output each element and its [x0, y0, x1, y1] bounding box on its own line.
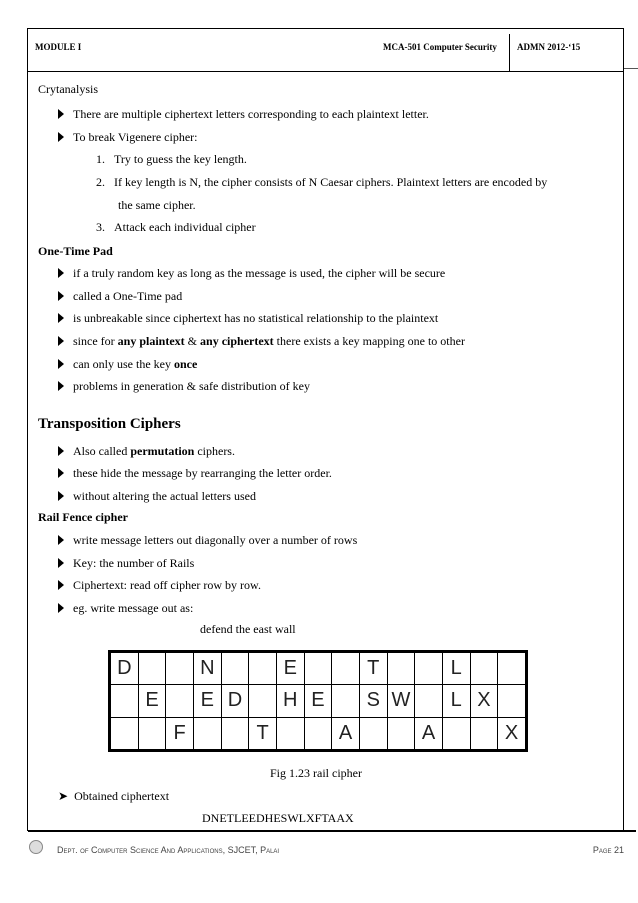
grid-cell [442, 717, 470, 749]
grid-cell [470, 653, 498, 685]
grid-cell: A [332, 717, 360, 749]
grid-cell: A [415, 717, 443, 749]
rail-fence-heading: Rail Fence cipher [38, 510, 128, 524]
grid-cell: T [359, 653, 387, 685]
rail-fence-grid [108, 650, 528, 752]
grid-cell [304, 653, 332, 685]
list-item: since for any plaintext & any ciphertext there exists a key mapping one to other [58, 334, 465, 349]
bullet-icon [58, 491, 64, 501]
list-item: To break Vigenere cipher: [58, 130, 198, 145]
bullet-icon [58, 109, 64, 119]
example-message: defend the east wall [200, 622, 296, 636]
bullet-icon [58, 313, 64, 323]
numbered-item: 2. If key length is N, the cipher consists of N Caesar ciphers. Plaintext letters are encoded by [96, 175, 548, 189]
grid-cell [332, 685, 360, 717]
page-number: Page 21 [592, 845, 624, 855]
list-item: eg. write message out as: [58, 601, 193, 616]
list-item: these hide the message by rearranging the letter order. [58, 466, 332, 481]
bullet-icon [58, 336, 64, 346]
grid-cell [111, 717, 139, 749]
grid-cell: N [193, 653, 221, 685]
grid-cell [415, 685, 443, 717]
grid-cell [415, 653, 443, 685]
arrow-bullet-icon: ➤ [58, 789, 69, 803]
grid-row [111, 653, 526, 685]
list-item: without altering the actual letters used [58, 489, 256, 504]
list-item: if a truly random key as long as the message is used, the cipher will be secure [58, 266, 445, 281]
grid-cell: S [359, 685, 387, 717]
grid-cell: L [442, 685, 470, 717]
bullet-icon [58, 603, 64, 613]
grid-cell [249, 653, 277, 685]
grid-cell [166, 653, 194, 685]
bullet-icon [58, 580, 64, 590]
grid-cell: D [111, 653, 139, 685]
grid-cell [470, 717, 498, 749]
list-item: problems in generation & safe distribution of key [58, 379, 310, 394]
grid-cell [221, 717, 249, 749]
bullet-icon [58, 535, 64, 545]
grid-cell: L [442, 653, 470, 685]
grid-cell [498, 685, 526, 717]
grid-cell: X [498, 717, 526, 749]
grid-cell: E [138, 685, 166, 717]
grid-cell: E [193, 685, 221, 717]
grid-cell [221, 653, 249, 685]
grid-cell [138, 653, 166, 685]
transposition-heading: Transposition Ciphers [38, 416, 181, 432]
grid-cell: T [249, 717, 277, 749]
bullet-icon [58, 446, 64, 456]
grid-cell [276, 717, 304, 749]
numbered-item: 1. Try to guess the key length. [96, 152, 247, 166]
numbered-item-cont: the same cipher. [118, 198, 196, 212]
list-item: can only use the key once [58, 357, 197, 372]
ciphertext-value: DNETLEEDHESWLXFTAAX [202, 811, 354, 825]
otp-heading: One-Time Pad [38, 244, 113, 258]
list-item: Also called permutation ciphers. [58, 444, 235, 459]
rail-fence-table [110, 652, 526, 750]
logo-icon [29, 840, 43, 854]
list-item: called a One-Time pad [58, 289, 182, 304]
header-dash [624, 68, 638, 69]
module-label: MODULE I [35, 42, 82, 52]
grid-cell [304, 717, 332, 749]
page-footer [27, 832, 624, 862]
grid-cell [249, 685, 277, 717]
grid-row [111, 685, 526, 717]
grid-cell [498, 653, 526, 685]
figure-caption: Fig 1.23 rail cipher [270, 766, 362, 780]
grid-cell [166, 685, 194, 717]
bullet-icon [58, 558, 64, 568]
grid-cell [111, 685, 139, 717]
grid-cell: D [221, 685, 249, 717]
grid-cell: E [276, 653, 304, 685]
bullet-icon [58, 359, 64, 369]
list-item: ➤ Obtained ciphertext [58, 789, 170, 803]
list-item: Key: the number of Rails [58, 556, 194, 571]
grid-cell: H [276, 685, 304, 717]
cryptanalysis-heading: Crytanalysis [38, 82, 98, 96]
grid-cell: X [470, 685, 498, 717]
numbered-item: 3. Attack each individual cipher [96, 220, 256, 234]
list-item: There are multiple ciphertext letters corresponding to each plaintext letter. [58, 107, 429, 122]
grid-cell [387, 717, 415, 749]
grid-cell [193, 717, 221, 749]
grid-row [111, 717, 526, 749]
grid-cell: E [304, 685, 332, 717]
grid-cell [138, 717, 166, 749]
grid-cell [359, 717, 387, 749]
grid-cell [332, 653, 360, 685]
bullet-icon [58, 132, 64, 142]
grid-cell: W [387, 685, 415, 717]
list-item: is unbreakable since ciphertext has no statistical relationship to the plaintext [58, 311, 438, 326]
department-label: Dept. of Computer Science And Applications, SJCET, Palai [57, 845, 280, 855]
bullet-icon [58, 268, 64, 278]
grid-cell [387, 653, 415, 685]
bullet-icon [58, 468, 64, 478]
course-label: MCA-501 Computer Security [383, 42, 497, 52]
page-header [27, 28, 624, 72]
admn-label: ADMN 2012-‘15 [517, 42, 581, 52]
grid-cell: F [166, 717, 194, 749]
bullet-icon [58, 381, 64, 391]
bullet-icon [58, 291, 64, 301]
header-separator [509, 34, 510, 72]
list-item: write message letters out diagonally over a number of rows [58, 533, 357, 548]
list-item: Ciphertext: read off cipher row by row. [58, 578, 261, 593]
